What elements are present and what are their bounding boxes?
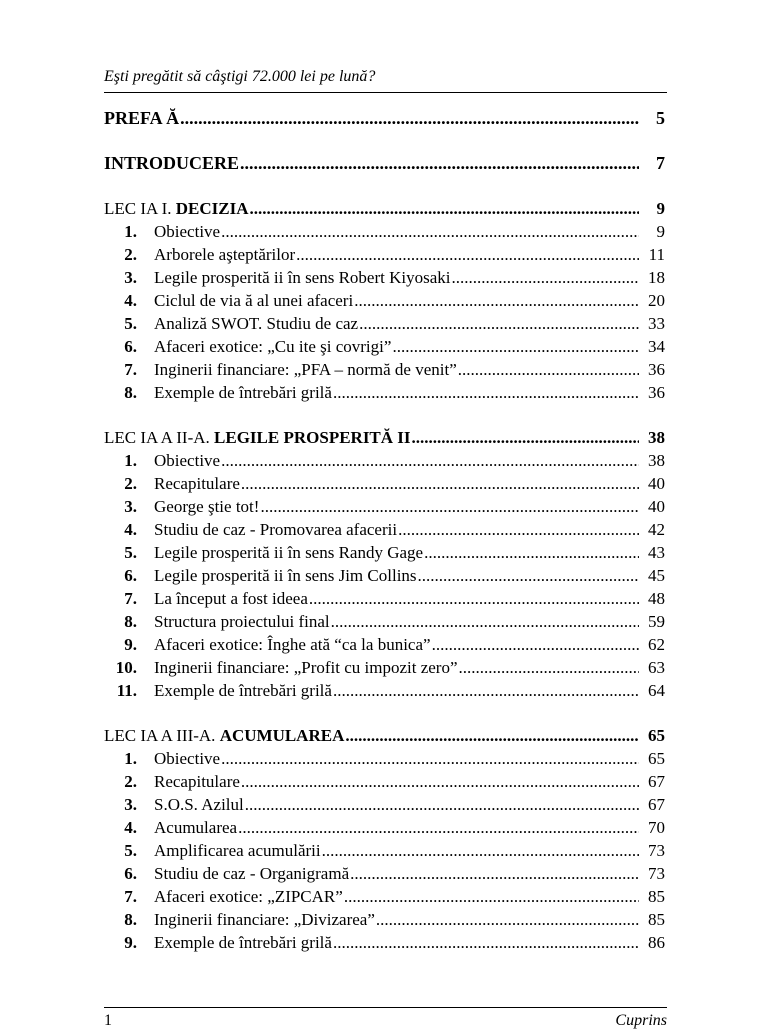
toc-entry-number: 9. <box>124 933 137 952</box>
dot-leader <box>179 107 639 130</box>
toc-entry-label: Obiective <box>154 222 221 241</box>
toc-chapter-label <box>104 426 411 449</box>
toc-entry[interactable] <box>104 885 665 908</box>
toc-entry-label: Obiective <box>154 451 221 470</box>
toc-entry-page: 45 <box>648 566 665 585</box>
chapter-title: DECIZIA <box>175 199 249 218</box>
dot-leader <box>321 839 639 862</box>
dot-leader <box>458 656 639 679</box>
dot-leader <box>237 816 639 839</box>
toc-entry-number: 11. <box>116 681 137 700</box>
toc-entry-label: Inginerii financiare: „Divizarea” <box>154 910 375 929</box>
toc-entry-page: 67 <box>648 795 665 814</box>
toc-entry-number: 2. <box>124 245 137 264</box>
toc-entry-label: INTRODUCERE <box>104 153 240 173</box>
toc-entry-page: 43 <box>648 543 665 562</box>
toc-entry[interactable] <box>104 793 665 816</box>
toc-entry-number: 7. <box>124 589 137 608</box>
table-of-contents <box>104 107 665 954</box>
toc-entry-label: S.O.S. Azilul <box>154 795 244 814</box>
toc-entry-label: Acumularea <box>154 818 238 837</box>
dot-leader <box>332 931 639 954</box>
dot-leader <box>244 793 639 816</box>
toc-entry-label: Afaceri exotice: Înghe ată “ca la bunica” <box>154 635 431 654</box>
toc-entry-page: 40 <box>648 497 665 516</box>
toc-entry-label: Studiu de caz - Organigramă <box>154 864 350 883</box>
toc-entry[interactable] <box>104 816 665 839</box>
toc-entry[interactable] <box>104 931 665 954</box>
header-divider <box>104 92 667 93</box>
dot-leader <box>220 449 639 472</box>
toc-entry-label: Inginerii financiare: „Profit cu impozit zero” <box>154 658 458 677</box>
toc-entry[interactable] <box>104 312 665 335</box>
toc-entry-page: 40 <box>648 474 665 493</box>
toc-entry-page: 73 <box>648 841 665 860</box>
dot-leader <box>431 633 639 656</box>
toc-entry-number: 5. <box>124 543 137 562</box>
toc-entry-number: 1. <box>124 222 137 241</box>
toc-entry[interactable] <box>104 679 665 702</box>
dot-leader <box>239 152 639 175</box>
dot-leader <box>220 747 639 770</box>
dot-leader <box>411 426 639 449</box>
toc-entry-number: 2. <box>124 772 137 791</box>
toc-entry-page: 36 <box>648 360 665 379</box>
toc-entry-number: 2. <box>124 474 137 493</box>
footer-divider <box>104 1007 667 1008</box>
toc-entry[interactable] <box>104 518 665 541</box>
dot-leader <box>240 472 639 495</box>
chapter-title: LEGILE PROSPERITĂ II <box>214 428 411 447</box>
dot-leader <box>308 587 639 610</box>
chapter-prefix: LEC IA I. <box>104 199 172 218</box>
toc-entry[interactable] <box>104 541 665 564</box>
toc-entry[interactable] <box>104 633 665 656</box>
toc-entry-page: 9 <box>656 199 665 218</box>
toc-entry-number: 9. <box>124 635 137 654</box>
toc-entry-number: 7. <box>124 360 137 379</box>
toc-entry-page: 63 <box>648 658 665 677</box>
toc-entry[interactable] <box>104 770 665 793</box>
dot-leader <box>220 220 639 243</box>
toc-entry-number: 5. <box>124 841 137 860</box>
toc-entry-number: 7. <box>124 887 137 906</box>
dot-leader <box>397 518 639 541</box>
chapter-prefix: LEC IA A III-A. <box>104 726 216 745</box>
toc-entry-label: Structura proiectului final <box>154 612 330 631</box>
toc-entry-page: 48 <box>648 589 665 608</box>
toc-chapter-heading[interactable] <box>104 724 665 747</box>
dot-leader <box>349 862 639 885</box>
toc-entry-label: Exemple de întrebări grilă <box>154 383 332 402</box>
running-header: Eşti pregătit să câştigi 72.000 lei pe lună? <box>104 68 376 85</box>
toc-entry-number: 5. <box>124 314 137 333</box>
toc-entry[interactable] <box>104 335 665 358</box>
toc-entry[interactable] <box>104 449 665 472</box>
toc-entry-page: 9 <box>656 222 665 241</box>
toc-entry-label: Afaceri exotice: „Cu ite şi covrigi” <box>154 337 392 356</box>
toc-chapter-label <box>104 724 344 747</box>
toc-entry[interactable] <box>104 564 665 587</box>
toc-entry-page: 70 <box>648 818 665 837</box>
toc-entry-page: 7 <box>656 153 665 173</box>
toc-entry-label: Legile prosperită ii în sens Jim Collins <box>154 566 417 585</box>
toc-entry[interactable] <box>104 472 665 495</box>
toc-entry-number: 4. <box>124 291 137 310</box>
chapter-prefix: LEC IA A II-A. <box>104 428 210 447</box>
toc-entry-label: George ştie tot! <box>154 497 260 516</box>
toc-entry-number: 8. <box>124 910 137 929</box>
toc-entry-number: 6. <box>124 337 137 356</box>
toc-entry-page: 65 <box>648 726 665 745</box>
toc-entry-label: Legile prosperită ii în sens Randy Gage <box>154 543 424 562</box>
toc-entry[interactable] <box>104 610 665 633</box>
toc-entry-preface[interactable] <box>104 107 665 130</box>
toc-entry[interactable] <box>104 656 665 679</box>
toc-entry-number: 1. <box>124 451 137 470</box>
dot-leader <box>259 495 639 518</box>
toc-entry[interactable] <box>104 495 665 518</box>
dot-leader <box>358 312 639 335</box>
toc-entry-label: Arborele aşteptărilor <box>154 245 296 264</box>
toc-entry-number: 6. <box>124 864 137 883</box>
toc-entry-page: 38 <box>648 451 665 470</box>
toc-entry-introduction[interactable] <box>104 152 665 175</box>
toc-entry-number: 3. <box>124 795 137 814</box>
toc-entry[interactable] <box>104 266 665 289</box>
toc-entry-page: 64 <box>648 681 665 700</box>
dot-leader <box>343 885 639 908</box>
toc-entry-label: Recapitulare <box>154 772 240 791</box>
toc-entry-page: 86 <box>648 933 665 952</box>
toc-entry-page: 38 <box>648 428 665 447</box>
toc-entry-number: 4. <box>124 818 137 837</box>
dot-leader <box>417 564 639 587</box>
toc-entry-page: 59 <box>648 612 665 631</box>
dot-leader <box>353 289 639 312</box>
footer-section-title: Cuprins <box>615 1012 667 1029</box>
dot-leader <box>240 770 639 793</box>
toc-entry-number: 3. <box>124 268 137 287</box>
toc-entry[interactable] <box>104 243 665 266</box>
toc-entry[interactable] <box>104 381 665 404</box>
toc-entry-page: 67 <box>648 772 665 791</box>
toc-entry[interactable] <box>104 220 665 243</box>
dot-leader <box>295 243 639 266</box>
toc-entry[interactable] <box>104 908 665 931</box>
dot-leader <box>344 724 639 747</box>
toc-entry-label: Inginerii financiare: „PFA – normă de venit” <box>154 360 457 379</box>
toc-entry-number: 1. <box>124 749 137 768</box>
toc-entry-page: 62 <box>648 635 665 654</box>
toc-entry-number: 3. <box>124 497 137 516</box>
toc-entry-page: 20 <box>648 291 665 310</box>
toc-entry-page: 85 <box>648 887 665 906</box>
toc-entry-page: 65 <box>648 749 665 768</box>
dot-leader <box>375 908 639 931</box>
toc-entry-page: 42 <box>648 520 665 539</box>
toc-entry-label: Afaceri exotice: „ZIPCAR” <box>154 887 343 906</box>
toc-entry-page: 33 <box>648 314 665 333</box>
dot-leader <box>249 197 639 220</box>
toc-entry-label: Exemple de întrebări grilă <box>154 681 332 700</box>
chapter-title: ACUMULAREA <box>219 726 345 745</box>
toc-entry-page: 34 <box>648 337 665 356</box>
toc-entry-number: 8. <box>124 612 137 631</box>
toc-entry-number: 8. <box>124 383 137 402</box>
toc-chapters <box>104 197 665 954</box>
toc-entry-label: Ciclul de via ă al unei afaceri <box>154 291 354 310</box>
toc-entry-label: Exemple de întrebări grilă <box>154 933 332 952</box>
toc-entry-label: La început a fost ideea <box>154 589 308 608</box>
toc-entry[interactable] <box>104 289 665 312</box>
toc-entry-label: Studiu de caz - Promovarea afacerii <box>154 520 398 539</box>
toc-entry-label: Obiective <box>154 749 221 768</box>
toc-entry-label: PREFA Ă <box>104 108 180 128</box>
dot-leader <box>451 266 640 289</box>
toc-chapter-label <box>104 197 249 220</box>
toc-entry-number: 10. <box>115 658 137 677</box>
toc-entry[interactable] <box>104 587 665 610</box>
toc-entry-number: 4. <box>124 520 137 539</box>
dot-leader <box>330 610 639 633</box>
toc-chapter-heading[interactable] <box>104 426 665 449</box>
toc-entry-page: 85 <box>648 910 665 929</box>
toc-entry-label: Analiză SWOT. Studiu de caz <box>154 314 359 333</box>
toc-entry-page: 36 <box>648 383 665 402</box>
toc-entry-label: Recapitulare <box>154 474 240 493</box>
toc-entry-page: 11 <box>648 245 665 264</box>
toc-entry-page: 5 <box>656 108 665 128</box>
toc-entry[interactable] <box>104 839 665 862</box>
toc-entry-page: 73 <box>648 864 665 883</box>
toc-entry[interactable] <box>104 862 665 885</box>
toc-chapter-heading[interactable] <box>104 197 665 220</box>
dot-leader <box>332 381 639 404</box>
toc-entry-label: Amplificarea acumulării <box>154 841 321 860</box>
toc-entry[interactable] <box>104 747 665 770</box>
toc-entry-number: 6. <box>124 566 137 585</box>
footer-page-number: 1 <box>104 1012 112 1029</box>
dot-leader <box>457 358 639 381</box>
dot-leader <box>332 679 639 702</box>
dot-leader <box>423 541 639 564</box>
dot-leader <box>391 335 639 358</box>
toc-entry[interactable] <box>104 358 665 381</box>
toc-entry-page: 18 <box>648 268 665 287</box>
toc-entry-label: Legile prosperită ii în sens Robert Kiyosaki <box>154 268 451 287</box>
